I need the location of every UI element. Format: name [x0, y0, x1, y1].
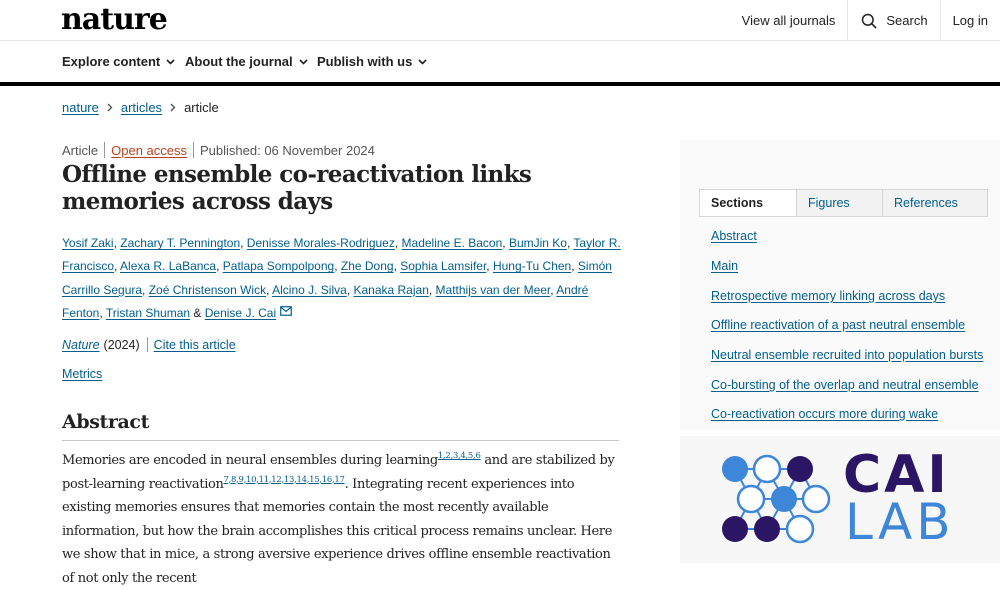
top-right-links [730, 0, 1000, 41]
author-link[interactable]: Alcino J. Silva [272, 282, 347, 297]
author-separator: , [266, 282, 273, 297]
author-separator: & [190, 306, 205, 321]
abstract-divider [62, 440, 619, 441]
section-link-offline-reactivation[interactable]: Offline reactivation of a past neutral ensemble [711, 318, 966, 332]
nav-publish-label: Publish with us [317, 54, 413, 69]
section-link-co-reactivation[interactable]: Co-reactivation occurs more during wake [711, 407, 939, 421]
tab-figures-label: Figures [808, 196, 850, 210]
meta-divider [193, 142, 194, 158]
author-link[interactable]: Zhe Dong [340, 259, 394, 274]
journal-citation [62, 337, 236, 352]
section-link-co-bursting[interactable]: Co-bursting of the overlap and neutral ensemble [711, 378, 979, 392]
view-all-journals-label: View all journals [741, 13, 836, 28]
article-title: Offline ensemble co-reactivation links memories across days [62, 161, 532, 215]
chevron-right-icon [107, 103, 113, 112]
author-separator: , [566, 236, 574, 250]
article-type: Article [62, 142, 99, 158]
author-link[interactable]: Kanaka Rajan [353, 282, 429, 297]
sidebar-tabs [699, 189, 988, 217]
metrics-link[interactable]: Metrics [62, 367, 103, 381]
chevron-down-icon [418, 59, 427, 65]
view-all-journals-link[interactable] [730, 0, 848, 41]
author-separator: , [393, 259, 401, 274]
nav-explore-content[interactable] [62, 54, 175, 69]
section-link-abstract[interactable]: Abstract [711, 229, 757, 243]
nav-about-journal[interactable] [185, 54, 308, 69]
section-link-retrospective[interactable]: Retrospective memory linking across days [711, 289, 946, 303]
journal-name-link[interactable]: Nature [62, 337, 100, 352]
author-separator: , [571, 259, 578, 274]
top-bar [0, 0, 1000, 41]
author-link[interactable]: Zachary T. Pennington [120, 236, 241, 250]
email-icon[interactable] [280, 306, 292, 316]
author-link[interactable]: Alexa R. LaBanca [120, 259, 217, 274]
nav-explore-label: Explore content [62, 54, 161, 69]
author-separator: , [142, 282, 149, 297]
author-link[interactable]: Matthijs van der Meer [435, 282, 551, 297]
journal-year: (2024) [103, 337, 140, 352]
tab-references-label: References [894, 196, 958, 210]
nav-publish-with-us[interactable] [317, 54, 427, 69]
nav-about-label: About the journal [185, 54, 293, 69]
lab-network-icon [716, 453, 836, 545]
breadcrumb-articles[interactable]: articles [120, 100, 163, 115]
author-separator: , [394, 236, 402, 250]
author-link[interactable]: Denise J. Cai [204, 306, 277, 321]
chevron-right-icon [170, 103, 176, 112]
author-link[interactable]: Simón Carrillo Segura [62, 259, 612, 297]
author-separator: , [334, 259, 341, 274]
abstract-part-2: and are stabilized by post-learning reactivation [62, 453, 615, 492]
login-link[interactable] [940, 0, 1000, 41]
reference-link[interactable]: 1,2,3,4,5,6 [437, 451, 481, 461]
author-link[interactable]: André Fenton [62, 282, 589, 321]
tab-figures[interactable] [796, 190, 882, 216]
author-separator: , [240, 236, 247, 250]
author-link[interactable]: Tristan Shuman [105, 306, 191, 321]
author-separator: , [114, 259, 121, 274]
author-separator: , [550, 282, 557, 297]
section-link-main[interactable]: Main [711, 259, 739, 273]
lab-logo-cai: CAI [843, 445, 950, 505]
author-link[interactable]: Patlapa Sompolpong [222, 259, 335, 274]
search-icon [861, 13, 877, 29]
author-link[interactable]: BumJin Ko [508, 236, 567, 250]
author-link[interactable]: Sophia Lamsifer [400, 259, 487, 274]
meta-divider [104, 142, 105, 158]
abstract-heading: Abstract [62, 411, 149, 433]
nature-logo[interactable]: nature [61, 2, 167, 37]
breadcrumb-current: article [184, 100, 219, 115]
author-link[interactable]: Taylor R. Francisco [62, 236, 621, 274]
search-label: Search [886, 13, 928, 28]
chevron-down-icon [166, 59, 175, 65]
search-button[interactable] [847, 0, 939, 41]
author-separator: , [113, 236, 121, 250]
breadcrumb [62, 100, 219, 115]
abstract-part-3: . Integrating recent experiences into existing memories ensures that memories contain the most recently available information, but how the brain accomplishes this critical process remains unclear. Here we show that in mice, a strong aversive experience drives offline ensemble reactivation of not only the recent [62, 476, 613, 586]
lab-logo-lab: LAB [845, 493, 955, 551]
published-date: Published: 06 November 2024 [200, 142, 375, 158]
author-separator: , [99, 306, 106, 321]
author-separator: , [486, 259, 493, 274]
breadcrumb-nature[interactable]: nature [62, 100, 99, 115]
reference-link[interactable]: 7,8,9,10,11,12,13,14,15,16,17 [223, 474, 345, 485]
author-link[interactable]: Yosif Zaki [62, 236, 114, 250]
article-meta [62, 142, 375, 158]
author-list [62, 232, 622, 326]
author-link[interactable]: Zoé Christenson Wick [148, 282, 267, 297]
section-link-neutral-ensemble[interactable]: Neutral ensemble recruited into population bursts [711, 348, 984, 362]
open-access-link[interactable]: Open access [111, 142, 187, 158]
main-nav [0, 41, 1000, 82]
abstract-text [62, 449, 622, 590]
author-link[interactable]: Hung-Tu Chen [492, 259, 572, 274]
tab-sections-label: Sections [711, 196, 764, 210]
author-separator: , [346, 282, 354, 297]
cite-article-link[interactable]: Cite this article [153, 337, 236, 352]
nav-divider [0, 82, 1000, 86]
login-label: Log in [952, 13, 988, 28]
author-separator: , [502, 236, 509, 250]
tab-references[interactable] [882, 190, 987, 216]
author-separator: , [428, 282, 436, 297]
abstract-part-1: Memories are encoded in neural ensembles during learning [62, 453, 438, 468]
journal-divider [147, 337, 148, 352]
author-separator: , [216, 259, 223, 274]
chevron-down-icon [299, 59, 308, 65]
tab-sections[interactable] [700, 190, 796, 216]
author-link[interactable]: Denisse Morales-Rodriguez [246, 236, 395, 250]
author-link[interactable]: Madeline E. Bacon [401, 236, 503, 250]
